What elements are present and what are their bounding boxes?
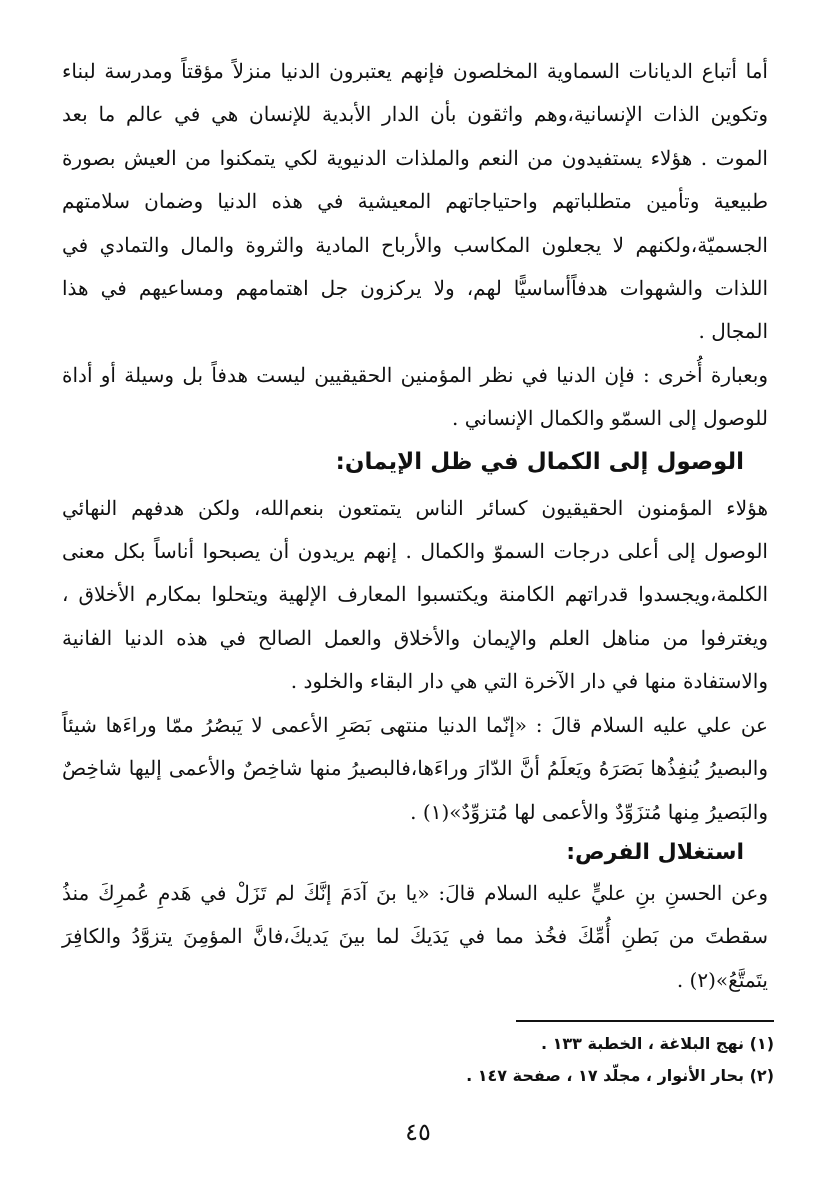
paragraph-2: وبعبارة أُخرى : فإن الدنيا في نظر المؤمنين الحقيقيين ليست هدفاً بل وسيلة أو أداة للوصول إلى السمّو والكمال الإنساني . xyxy=(62,362,768,431)
footnote-2: (٢) بحار الأنوار ، مجلّد ١٧ ، صفحة ١٤٧ . xyxy=(466,1066,774,1085)
paragraph-4-hadith-ali: عن علي عليه السلام قالَ : «إنّما الدنيا منتهى بَصَرِ الأعمى لا يَبصُرُ ممّا وراءَها شيئاً والبصيرُ يُنفِذُها بَصَرَهُ ويَعلَمُ أنَّ الدّارَ وراءَها،فالبصيرُ منها شاخِصٌ والأعمى إليها شاخِصٌ والبَصيرُ مِنها مُتزَوِّدٌ والأعمى لها مُتزوِّدٌ»(١) . xyxy=(62,712,768,824)
footnote-divider xyxy=(516,1020,774,1022)
paragraph-1: أما أتباع الديانات السماوية المخلصون فإنهم يعتبرون الدنيا منزلاً مؤقتاً ومدرسة لبناء وتكوين الذات الإنسانية،وهم واثقون بأن الدار الأبدية للإنسان هي في عالم ما بعد الموت . هؤلاء يستفيدون من النعم والملذات الدنيوية لكي يتمكنوا من العيش بصورة طبيعية وتأمين متطلباتهم واحتياجاتهم المعيشية في هذه الدنيا وضمان سلامتهم الجسميّة،ولكنهم لا يجعلون المكاسب والأرباح المادية والثروة والمال والتمادي في اللذات والشهوات هدفاًأساسيًّا لهم، ولا يركزون جل اهتمامهم ومساعيهم في هذا المجال . xyxy=(62,59,768,344)
section-heading-perfection: الوصول إلى الكمال في ظل الإيمان: xyxy=(335,448,744,475)
footnote-1: (١) نهج البلاغة ، الخطبة ١٣٣ . xyxy=(540,1034,774,1053)
footnotes xyxy=(68,1020,774,1092)
paragraph-3: هؤلاء المؤمنون الحقيقيون كسائر الناس يتمتعون بنعم‌الله، ولكن هدفهم النهائي الوصول إلى أعلى درجات السموّ والكمال . إنهم يريدون أن يصبحوا أناساً بكل معنى الكلمة،ويجسدوا قدراتهم الكامنة ويكتسبوا المعارف الإلهية ويتحلوا بمكارم الأخلاق ، ويغترفوا من مناهل العلم والإيمان والأخلاق والعمل الصالح في هذه الدنيا الفانية والاستفادة منها في دار الآخرة التي هي دار البقاء والخلود . xyxy=(62,495,768,694)
paragraph-5-hadith-hasan: وعن الحسنِ بنِ عليٍّ عليه السلام قالَ: «يا بنَ آدَمَ إنَّكَ لم تَزَلْ في هَدمِ عُمرِكَ منذُ سقطتَ من بَطنِ أُمِّكَ فخُذ مما في يَدَيكَ لما بينَ يَديكَ،فانَّ المؤمِنَ يتزوَّدُ والكافِرَ يتَمتَّعُ»(٢) . xyxy=(62,880,768,992)
section-heading-opportunities: استغلال الفرص: xyxy=(566,839,744,865)
page-number: ٤٥ xyxy=(405,1118,431,1146)
page-body xyxy=(62,50,768,1002)
